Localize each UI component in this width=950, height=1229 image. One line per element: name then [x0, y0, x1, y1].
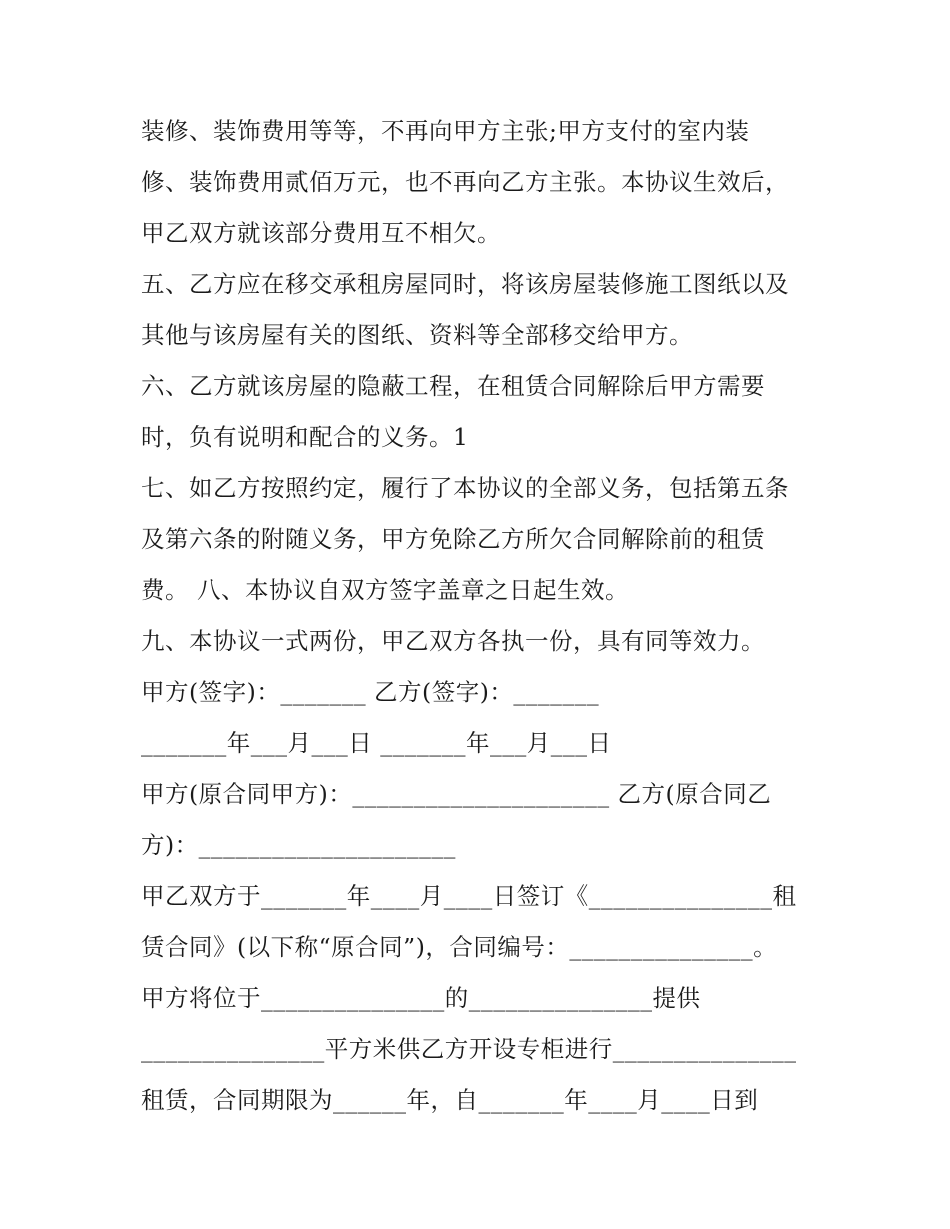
clause-6-line-1: 六、乙方就该房屋的隐蔽工程，在租赁合同解除后甲方需要 [141, 372, 765, 400]
clause-7-line-2: 及第六条的附随义务，甲方免除乙方所欠合同解除前的租赁 [141, 525, 765, 553]
text-line-1: 装修、装饰费用等等，不再向甲方主张;甲方支付的室内装 [141, 117, 750, 145]
contract-intro-line-1: 甲乙双方于_______年____月____日签订《_______________租 [141, 882, 797, 910]
clause-6-line-2: 时，负有说明和配合的义务。1 [141, 423, 469, 451]
document-body [141, 108, 831, 1128]
clause-5-line-1: 五、乙方应在移交承租房屋同时，将该房屋装修施工图纸以及 [141, 270, 789, 298]
clause-5-line-2: 其他与该房屋有关的图纸、资料等全部移交给甲方。 [141, 321, 693, 349]
parties-line-2: 方)：_____________________ [141, 831, 456, 859]
date-line: _______年___月___日 _______年___月___日 [141, 729, 612, 757]
parties-line-1: 甲方(原合同甲方)：_____________________ 乙方(原合同乙 [141, 780, 772, 808]
premises-line-2: _______________平方米供乙方开设专柜进行_______________ [141, 1035, 797, 1063]
text-line-2: 修、装饰费用贰佰万元，也不再向乙方主张。本协议生效后， [141, 168, 789, 196]
premises-line-1: 甲方将位于_______________的_______________提供 [141, 984, 701, 1012]
clause-8-line: 费。 八、本协议自双方签字盖章之日起生效。 [141, 576, 629, 604]
signature-line: 甲方(签字)：_______ 乙方(签字)：_______ [141, 678, 600, 706]
text-line-3: 甲乙双方就该部分费用互不相欠。 [141, 219, 501, 247]
clause-7-line-1: 七、如乙方按照约定，履行了本协议的全部义务，包括第五条 [141, 474, 789, 502]
contract-intro-line-2: 赁合同》(以下称“原合同”)，合同编号：_______________。 [141, 933, 778, 961]
clause-9-line: 九、本协议一式两份，甲乙双方各执一份，具有同等效力。 [141, 627, 765, 655]
term-line: 租赁，合同期限为______年，自_______年____月____日到 [141, 1086, 759, 1114]
